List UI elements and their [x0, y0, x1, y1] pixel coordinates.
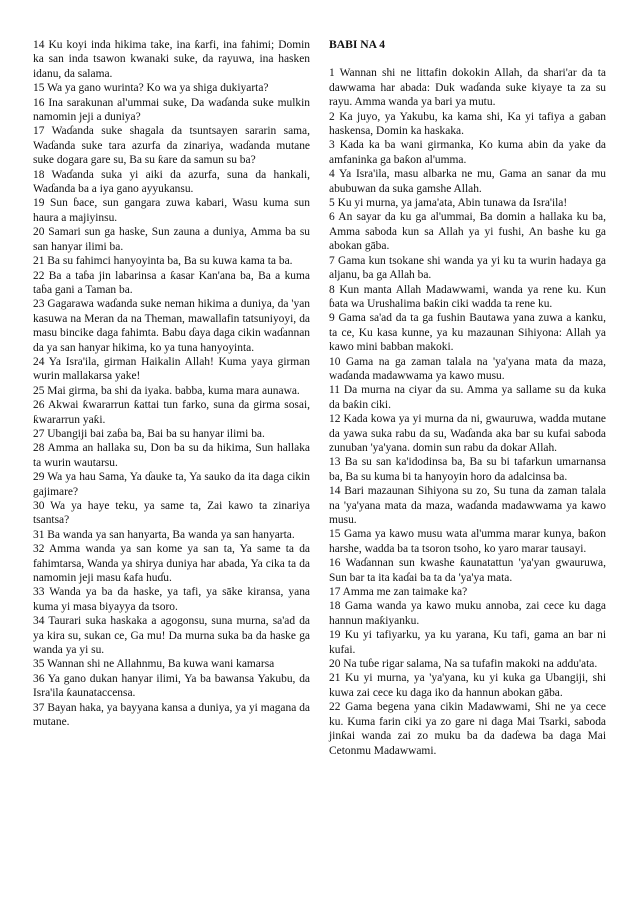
verse: 21 Ku yi murna, ya 'ya'yana, ku yi kuka ga Ubangiji, shi kuwa zai cece ku daga iko da hannun abokan gāba.: [329, 672, 606, 699]
verse: 15 Wa ya gano wurinta? Ko wa ya shiga dukiyarta?: [33, 82, 269, 95]
verse: 5 Ku yi murna, ya jama'ata, Abin tunawa da Isra'ila!: [329, 197, 568, 210]
verse: 20 Na tuɓe rigar salama, Na sa tufafin makoki na addu'ata.: [329, 658, 598, 671]
verse: 8 Kun manta Allah Madawwami, wanda ya rene ku. Kun ɓata wa Urushalima baƙin ciki wadda ta rene ku.: [329, 283, 606, 310]
verse: 14 Bari mazaunan Sihiyona su zo, Su tuna da zaman talala na 'ya'yana mata da maza, waɗanda madawwama ya kawo musu.: [329, 485, 606, 526]
verse: 12 Kada kowa ya yi murna da ni, gwauruwa, wadda mutane da yawa suka rabu da su, Waɗanda aka bar su kufai saboda zunuban 'ya'yana. domin sun rabu da dokar Allah.: [329, 413, 606, 454]
verse: 31 Ba wanda ya san hanyarta, Ba wanda ya san hanyarta.: [33, 528, 295, 541]
verse: 14 Ku koyi inda hikima take, ina ƙarfi, ina fahimi; Domin ka san inda tsawon kwanaki suke, da rayuwa, ina hasken idanu, da salama.: [33, 39, 310, 80]
verse: 1 Wannan shi ne littafin dokokin Allah, da shari'ar da ta dawwama har abada: Duk waɗanda suke kiyaye ta za su rayu. Amma wanda ya bari ya mutu.: [329, 67, 606, 109]
verse: 16 Waɗannan sun kwashe ƙaunatattun 'ya'yan gwauruwa, Sun bar ta ita kaɗai ba ta da 'ya'ya mata.: [329, 557, 606, 584]
verse: 23 Gagarawa waɗanda suke neman hikima a duniya, da 'yan kasuwa na Meran da na Theman, mawallafin tatsuniyoyi, da masu bincike daga fahimta. Babu ɗaya daga cikin waɗannan da ya san hanyar hikima, ko ya tuna hanyoyinta.: [33, 298, 310, 354]
verse: 29 Wa ya hau Sama, Ya ɗauke ta, Ya sauko da ita daga cikin gajimare?: [33, 471, 310, 498]
verse: 11 Da murna na ciyar da su. Amma ya sallame su da kuka da baƙin ciki.: [329, 384, 606, 411]
verse: 6 An sayar da ku ga al'ummai, Ba domin a hallaka ku ba, Amma saboda kun sa Allah ya yi fushi, An bashe ku ga abokan gāba.: [329, 211, 606, 253]
verse: 17 Amma me zan taimake ka?: [329, 586, 468, 599]
right-column: [329, 38, 606, 758]
verse: 33 Wanda ya ba da haske, ya tafi, ya sāke kiransa, yana kuma yi masa biyayya da tsoro.: [33, 586, 310, 613]
verse: 22 Ba a taɓa jin labarinsa a ƙasar Kan'ana ba, Ba a kuma taɓa gani a Taman ba.: [33, 269, 310, 296]
verse: 25 Mai girma, ba shi da iyaka. babba, kuma mara aunawa.: [33, 384, 300, 397]
verse: 2 Ka juyo, ya Yakubu, ka kama shi, Ka yi tafiya a gaban haskensa, Domin ka haskaka.: [329, 110, 606, 138]
verse: 34 Taurari suka haskaka a agogonsu, suna murna, sa'ad da ya kira su, sukan ce, Ga mu! Da murna suka ba da haske ga wanda ya yi su.: [33, 615, 310, 657]
chapter-heading: BABI NA 4: [329, 38, 386, 51]
verse: 19 Sun ɓace, sun gangara zuwa kabari, Wasu kuma sun haura a majiyinsu.: [33, 197, 310, 224]
verse: 18 Waɗanda suka yi aiki da azurfa, suna da hankali, Waɗanda ba a iya gano ayyukansu.: [33, 168, 310, 196]
verse: 24 Ya Isra'ila, girman Haikalin Allah! Kuma yaya girman wurin mallakarsa yake!: [33, 355, 310, 383]
verse: 18 Gama wanda ya kawo muku annoba, zai cece ku daga hannun maƙiyanku.: [329, 600, 606, 627]
verse: 37 Bayan haka, ya bayyana kansa a duniya, ya yi magana da mutane.: [33, 701, 310, 729]
verse: 28 Amma an hallaka su, Don ba su da hikima, Sun hallaka ta wurin wautarsu.: [33, 442, 310, 469]
verse: 13 Ba su san ka'idodinsa ba, Ba su bi tafarkun umarnansa ba, Ba su kuma bi ta hanyoyin horo da adalcinsa ba.: [329, 456, 606, 483]
verse: 17 Waɗanda suke shagala da tsuntsayen sararin sama, Waɗanda suke tara azurfa da zinariya, waɗanda mutane suke dogara gare su, Ba su ƙare da samun su ba?: [33, 125, 310, 167]
verse: 36 Ya gano dukan hanyar ilimi, Ya ba bawansa Yakubu, da Isra'ila ƙaunataccensa.: [33, 672, 310, 700]
verse: 32 Amma wanda ya san kome ya san ta, Ya same ta da fahimtarsa, Wanda ya shirya duniya har abada, Ya cika ta da namomin jeji masu ƙafa huɗu.: [33, 543, 310, 585]
verse: 15 Gama ya kawo musu wata al'umma marar kunya, baƙon harshe, wadda ba ta tsoron tsoho, ko yaro marar tausayi.: [329, 528, 606, 555]
verse: 3 Kada ka ba wani girmanka, Ko kuma abin da yake da amfaninka ga baƙon al'umma.: [329, 139, 606, 166]
verse: 20 Samari sun ga haske, Sun zauna a duniya, Amma ba su san hanyar ilimi ba.: [33, 226, 310, 253]
verse: 30 Wa ya haye teku, ya same ta, Zai kawo ta zinariya tsantsa?: [33, 500, 310, 527]
verse: 26 Akwai ƙwararrun ƙattai tun farko, suna da girma sosai, ƙwararrun yaƙi.: [33, 399, 310, 426]
verse: 9 Gama sa'ad da ta ga fushin Bautawa yana zuwa a kanku, ta ce, Ku kasa kunne, ya ku mazaunan Sihiyona: Allah ya kawo mini babban makoki.: [329, 312, 606, 354]
verse: 19 Ku yi tafiyarku, ya ku yarana, Ku tafi, gama an bar ni kufai.: [329, 629, 606, 656]
left-column: [33, 38, 310, 730]
verse: 7 Gama kun tsokane shi wanda ya yi ku ta wurin hadaya ga aljanu, ba ga Allah ba.: [329, 254, 606, 282]
verse: 16 Ina sarakunan al'ummai suke, Da waɗanda suke mulkin namomin jeji a duniya?: [33, 96, 310, 124]
verse: 35 Wannan shi ne Allahnmu, Ba kuwa wani kamarsa: [33, 658, 275, 671]
verse: 21 Ba su fahimci hanyoyinta ba, Ba su kuwa kama ta ba.: [33, 255, 293, 268]
verse: 4 Ya Isra'ila, masu albarka ne mu, Gama an sanar da mu abubuwan da suka gamshe Allah.: [329, 168, 606, 195]
verse: 22 Gama begena yana cikin Madawwami, Shi ne ya cece ku. Kuma farin ciki ya zo gare ni daga Mai Tsarki, saboda jinƙai wanda zai zo muku ba da daɗewa ba daga Mai Cetonmu Madawwami.: [329, 701, 606, 757]
verse: 27 Ubangiji bai zaɓa ba, Bai ba su hanyar ilimi ba.: [33, 427, 265, 440]
verse: 10 Gama na ga zaman talala na 'ya'yana mata da maza, waɗanda madawwama ya kawo musu.: [329, 355, 606, 382]
